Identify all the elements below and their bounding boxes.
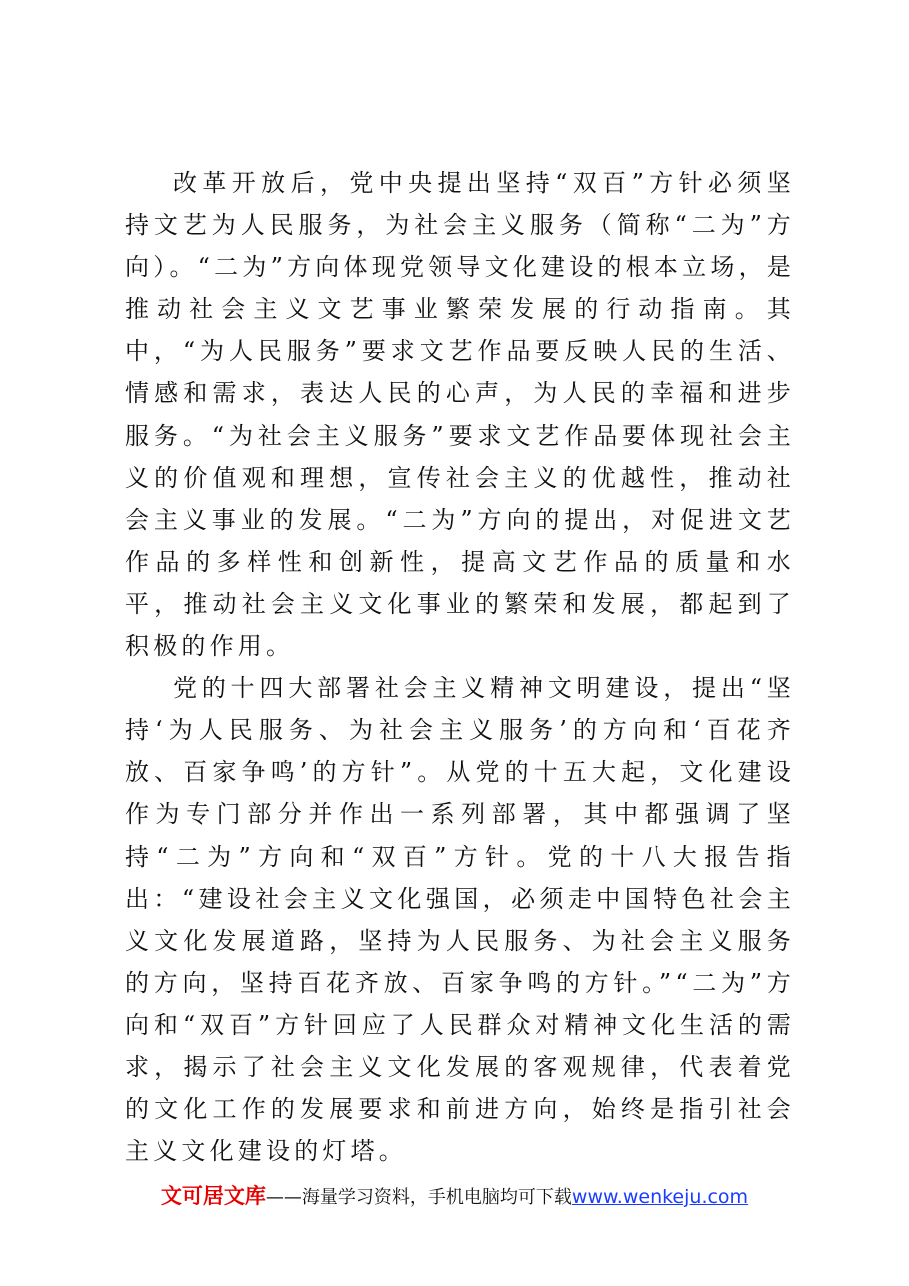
paragraph: 改革开放后，党中央提出坚持“双百”方针必须坚持文艺为人民服务，为社会主义服务（简称“二为”方向）。“二为”方向体现党领导文化建设的根本立场，是推动社会主义文艺事业繁荣发展的行动指南。其中，“为人民服务”要求文艺作品要反映人民的生活、情感和需求，表达人民的心声，为人民的幸福和进步服务。“为社会主义服务”要求文艺作品要体现社会主义的价值观和理想，宣传社会主义的优越性，推动社会主义事业的发展。“二为”方向的提出，对促进文艺作品的多样性和创新性，提高文艺作品的质量和水平，推动社会主义文化事业的繁荣和发展，都起到了积极的作用。 [125,169,795,661]
document-body [125,162,795,1172]
footer-brand: 文可居文库 [160,1184,266,1208]
paragraph: 党的十四大部署社会主义精神文明建设，提出“坚持‘为人民服务、为社会主义服务’的方向和‘百花齐放、百家争鸣’的方针”。从党的十五大起，文化建设作为专门部分并作出一系列部署，其中都强调了坚持“二为”方向和“双百”方针。党的十八大报告指出：“建设社会主义文化强国，必须走中国特色社会主义文化发展道路，坚持为人民服务、为社会主义服务的方向，坚持百花齐放、百家争鸣的方针。”“二为”方向和“双百”方针回应了人民群众对精神文化生活的需求，揭示了社会主义文化发展的客观规律，代表着党的文化工作的发展要求和前进方向，始终是指引社会主义文化建设的灯塔。 [125,674,795,1166]
footer-banner [0,1183,909,1211]
footer-website-link[interactable]: www.wenkeju.com [571,1186,749,1208]
footer-slogan: ——海量学习资料，手机电脑均可下载 [265,1187,572,1208]
